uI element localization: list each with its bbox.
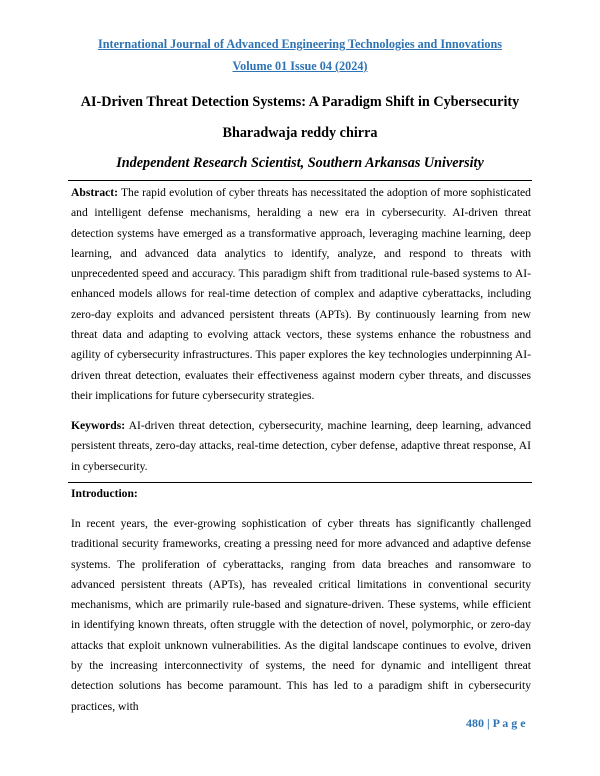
paper-author: Bharadwaja reddy chirra bbox=[222, 125, 378, 141]
paper-affiliation: Independent Research Scientist, Southern Arkansas University bbox=[116, 155, 484, 171]
paper-title: AI-Driven Threat Detection Systems: A Paradigm Shift in Cybersecurity bbox=[80, 94, 520, 110]
divider-top bbox=[68, 180, 532, 181]
abstract-text: The rapid evolution of cyber threats has necessitated the adoption of more sophisticated and intelligent defense mechanisms, heralding a new era in cybersecurity. AI-driven threat detection systems have emerged as a transformative approach, leveraging machine learning, deep learning, and advanced data analytics to identify, analyze, and respond to threats with unprecedented speed and accuracy. This paradigm shift from traditional rule-based systems to AI-enhanced models allows for real-time detection of complex and adaptive cyberattacks, including zero-day exploits and advanced persistent threats (APTs). By continuously learning from new threat data and adapting to evolving attack vectors, these systems enhance the robustness and agility of cybersecurity infrastructures. This paper explores the key technologies underpinning AI-driven threat detection, evaluates their effectiveness against modern cyber threats, and discusses their implications for future cybersecurity strategies. bbox=[71, 186, 531, 402]
page-number: 480 | P a g e bbox=[466, 716, 526, 730]
introduction-paragraph: In recent years, the ever-growing sophistication of cyber threats has significantly challenged traditional security frameworks, creating a pressing need for more advanced and adaptive defense systems. The proliferation of cyberattacks, ranging from data breaches and ransomware to advanced persistent threats (APTs), has revealed critical limitations in conventional security mechanisms, which are primarily rule-based and signature-driven. These systems, while efficient in identifying known threats, often struggle with the detection of novel, polymorphic, or zero-day attacks that exploit unknown vulnerabilities. As the digital landscape continues to evolve, driven by the increasing interconnectivity of systems, the need for dynamic and intelligent threat detection solutions has become paramount. This has led to a paradigm shift in cybersecurity practices, with bbox=[71, 517, 531, 713]
abstract-paragraph bbox=[71, 183, 531, 406]
divider-bottom bbox=[68, 482, 532, 483]
keywords-text: AI-driven threat detection, cybersecurity, machine learning, deep learning, advanced persistent threats, zero-day attacks, real-time detection, cyber defense, adaptive threat response, AI in cybersecurity. bbox=[71, 419, 532, 473]
journal-name: International Journal of Advanced Engineering Technologies and Innovations bbox=[98, 37, 502, 51]
keywords-paragraph bbox=[71, 416, 531, 477]
introduction-heading: Introduction: bbox=[71, 487, 138, 500]
keywords-label: Keywords: bbox=[71, 419, 126, 432]
volume-issue: Volume 01 Issue 04 (2024) bbox=[232, 59, 368, 73]
abstract-label: Abstract: bbox=[71, 186, 119, 199]
